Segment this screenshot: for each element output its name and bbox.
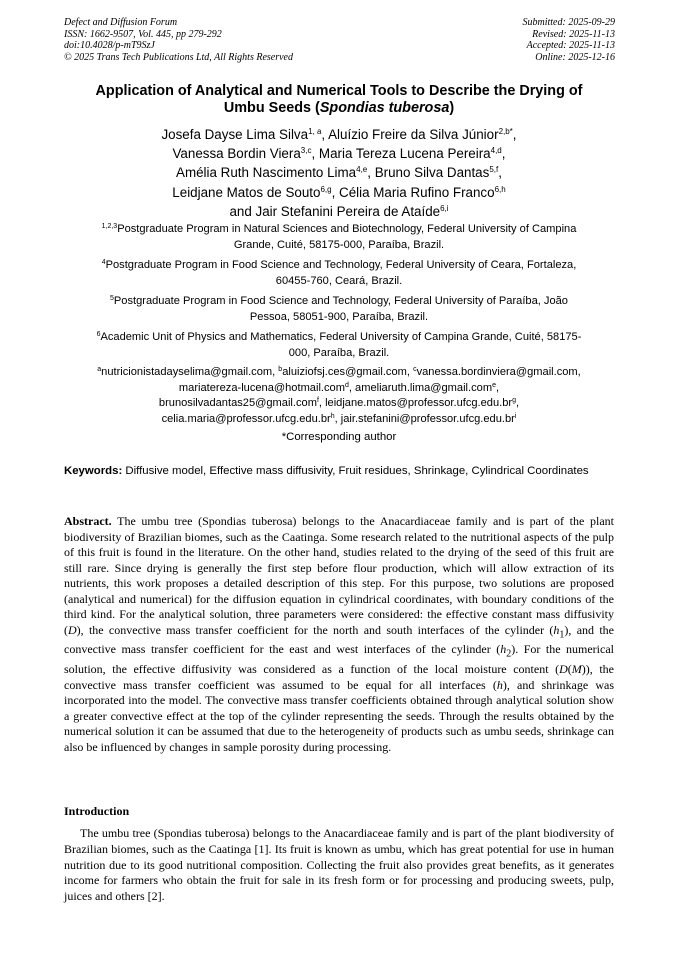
affiliation-line <box>64 222 614 238</box>
author-name: Josefa Dayse Lima Silva <box>161 127 309 142</box>
author-line-4 <box>64 183 614 202</box>
email-line-3 <box>64 396 614 412</box>
email-mark: g <box>512 397 516 405</box>
author-name: Amélia Ruth Nascimento Lima <box>176 165 357 181</box>
author-separator: , <box>512 127 517 142</box>
email-mark: f <box>316 397 319 405</box>
author-name: Célia Maria Rufino Franco <box>339 184 495 200</box>
author-separator: , <box>311 146 319 162</box>
author-affiliation-mark: 4,d <box>490 146 502 156</box>
author-list <box>64 125 614 221</box>
email-separator: , <box>318 397 326 410</box>
email-link[interactable]: aluiziofsj.ces@gmail.com, <box>282 366 414 378</box>
affiliation-text: Postgraduate Program in Food Science and Technology, Federal University of Paraíba, João <box>113 295 568 307</box>
author-conjunction: and <box>229 203 256 219</box>
author-separator: , <box>367 165 375 181</box>
email-mark: i <box>514 412 517 420</box>
email-link[interactable]: celia.maria@professor.ufcg.edu.br <box>161 412 331 425</box>
email-separator: , <box>516 397 520 410</box>
author-line-1 <box>64 125 614 144</box>
abstract-text: ), the convective mass transfer coefficient for the north and south interfaces of the cylinder ( <box>76 622 554 637</box>
corresponding-author-note: *Corresponding author <box>281 431 397 443</box>
date-online: Online: 2025-12-16 <box>535 51 615 63</box>
affiliation-mark: 1,2,3 <box>101 223 118 230</box>
math-symbol: D <box>68 622 77 637</box>
affiliation-4 <box>64 330 614 362</box>
email-separator: , <box>334 412 341 425</box>
author-affiliation-mark: 3,c <box>300 146 312 156</box>
abstract-text: The umbu tree (Spondias tuberosa) belongs to the Anacardiaceae family and is part of the plant biodiversity of Brazilian biomes, such as the Caatinga. Some research related to the nutritional aspects of the pulp of this fruit is found in the literature. On the other hand, studies related to the drying of the seed of this fruit are still rare. Since drying is generally the first step before flour production, which will allow extraction of its nutrients, this work proposes a detailed description of this step. For this purpose, two solutions are proposed (analytical and numerical) for the diffusion equation in cylindrical coordinates, with boundary conditions of the third kind. For the analytical solution, three parameters were considered: the effective constant mass diffusivity ( <box>64 514 614 637</box>
keywords <box>64 463 614 479</box>
email-separator: , <box>495 381 500 394</box>
title-line-2 <box>60 100 618 117</box>
abstract-label: Abstract. <box>64 514 112 528</box>
email-separator: , <box>348 381 356 394</box>
affiliation-mark: 6 <box>96 331 101 338</box>
email-line-4 <box>64 412 614 428</box>
author-name: Maria Tereza Lucena Pereira <box>318 146 491 162</box>
author-separator: , <box>501 146 506 162</box>
email-line-1 <box>64 365 614 381</box>
author-name: Vanessa Bordin Viera <box>172 146 301 162</box>
affiliation-line: 000, Paraíba, Brazil. <box>288 346 390 359</box>
affiliation-line <box>64 258 614 274</box>
abstract <box>64 514 614 755</box>
author-affiliation-mark: 6,i <box>440 203 449 213</box>
affiliation-line: Pessoa, 58051-900, Paraíba, Brazil. <box>249 310 429 323</box>
affiliation-line <box>64 330 614 346</box>
math-symbol: h <box>496 677 503 692</box>
abstract-text: ), and shrinkage was incorporated into the model. The convective mass transfer coefficients obtained through analytical solution show a greater convective effect at the top of the cylinder representing the seeds. Through the results obtained by the numerical solution it can be assumed that due to the heterogeneity of products such as umbu seeds, shrinkage can also be influenced by changes in sample porosity during processing. <box>64 677 615 754</box>
email-link[interactable]: leidjane.matos@professor.ufcg.edu.br <box>325 397 513 410</box>
affiliation-mark: 5 <box>110 295 114 302</box>
section-heading-introduction: Introduction <box>64 804 130 818</box>
affiliation-3 <box>64 294 614 326</box>
author-name: Leidjane Matos de Souto <box>172 184 321 200</box>
title-text: Umbu Seeds ( <box>223 100 320 116</box>
affiliation-2 <box>64 258 614 290</box>
paper-title <box>60 83 618 117</box>
journal-name: Defect and Diffusion Forum <box>64 17 178 28</box>
author-name: Aluízio Freire da Silva Júnior <box>328 127 499 142</box>
author-emails <box>64 365 614 427</box>
abstract-text: ). For the numerical solution, the effective diffusivity was considered as a function of the local moisture content ( <box>64 642 614 677</box>
author-line-2 <box>64 144 614 163</box>
math-symbol: h <box>500 642 507 657</box>
email-link[interactable]: jair.stefanini@professor.ufcg.edu.br <box>340 412 515 425</box>
journal-issn: ISSN: 1662-9507, Vol. 445, pp 279-292 <box>64 28 222 40</box>
affiliation-line <box>64 294 614 310</box>
title-line-1: Application of Analytical and Numerical Tools to Describe the Drying of <box>95 83 583 99</box>
email-mark: e <box>492 381 496 389</box>
email-mark: a <box>97 366 102 373</box>
math-symbol: h <box>553 622 560 637</box>
author-affiliation-mark: 1, a <box>308 127 322 136</box>
author-line-3 <box>64 163 614 182</box>
author-affiliation-mark: 4,e <box>356 165 368 175</box>
journal-doi[interactable]: doi:10.4028/p-mT9SzJ <box>64 40 155 52</box>
email-mark: h <box>330 412 335 420</box>
email-link[interactable]: vanessa.bordinviera@gmail.com, <box>416 366 581 378</box>
author-name: Bruno Silva Dantas <box>374 165 490 181</box>
affiliation-1 <box>64 222 614 254</box>
author-affiliation-mark: 6,g <box>320 184 332 194</box>
journal-header-left <box>64 17 293 63</box>
math-symbol: M <box>571 662 582 677</box>
abstract-text: ), the convective mass transfer coefficient was assumed to be equal for all interfaces ( <box>64 662 614 692</box>
date-revised: Revised: 2025-11-13 <box>532 28 615 40</box>
journal-copyright: © 2025 Trans Tech Publications Ltd, All Rights Reserved <box>64 51 293 63</box>
author-line-5 <box>64 202 614 221</box>
email-link[interactable]: nutricionistadayselima@gmail.com, <box>101 366 279 378</box>
affiliation-mark: 4 <box>101 259 106 266</box>
email-link[interactable]: ameliaruth.lima@gmail.com <box>355 381 493 394</box>
affiliation-text: Postgraduate Program in Natural Sciences and Biotechnology, Federal University of Campina <box>117 223 577 235</box>
author-affiliation-mark: 2,b* <box>498 127 513 136</box>
abstract-paragraph: Abstract. The umbu tree (Spondias tuberosa) belongs to the Anacardiaceae family and is part of the plant biodiversity of Brazilian biomes, such as the Caatinga. Some research related to the nutritional aspects of the pulp of this fruit is found in the literature. On the other hand, studies related to the drying of the seed of this fruit are still rare. Since drying is generally the first step before flour production, which will allow extraction of its nutrients, this work proposes a detailed description of this step. For this purpose, two solutions are proposed (analytical and numerical) for the diffusion equation in cylindrical coordinates, with boundary conditions of the third kind. For the analytical solution, three parameters were considered: the effective constant mass diffusivity (D), the convective mass transfer coefficient for the north and south interfaces of the cylinder $(h_1)$, and the convective mass transfer coefficient for the east and west interfaces of the cylinder $(h_2)$. For the numerical solution, the effective diffusivity was considered as a function of the local moisture content (D(M)), the convective mass transfer coefficient was assumed to be equal for all interfaces (h), and shrinkage was incorporated into the model. The convective mass transfer coefficients obtained through analytical solution show a greater convective effect at the top of the cylinder representing the seeds. Through the results obtained by the numerical solution it can be assumed that due to the heterogeneity of products such as umbu seeds, shrinkage can also be influenced by changes in sample porosity during processing. <box>64 514 615 754</box>
author-affiliation-mark: 5,f <box>489 165 499 175</box>
author-separator: , <box>498 165 502 181</box>
keywords-text: Diffusive model, Effective mass diffusivity, Fruit residues, Shrinkage, Cylindrical Coordinates <box>122 465 589 477</box>
math-symbol: D <box>559 662 568 677</box>
date-accepted: Accepted: 2025-11-13 <box>526 40 615 52</box>
author-separator: , <box>331 184 340 200</box>
email-link[interactable]: brunosilvadantas25@gmail.com <box>158 397 317 410</box>
affiliation-line: Grande, Cuité, 58175-000, Paraíba, Brazil. <box>233 238 445 251</box>
email-link[interactable]: mariatereza-lucena@hotmail.com <box>178 381 345 394</box>
introduction-paragraph: The umbu tree (Spondias tuberosa) belongs to the Anacardiaceae family and is part of the plant biodiversity of Brazilian biomes, such as the Caatinga [1]. Its fruit is known as umbu, which has great potential for use in human nutrition due to its good nutritional composition. Collecting the fruit also provides great benefits, as it generates income for farmers who obtain the fruit for sale in its fresh form or for processing and producing sweets, pulp, juices and others [2]. <box>64 826 614 904</box>
author-name: Jair Stefanini Pereira de Ataíde <box>255 203 441 219</box>
math-subscript: 2 <box>506 648 512 660</box>
email-mark: c <box>413 366 417 373</box>
title-text-end: ) <box>449 100 455 116</box>
affiliation-text: Academic Unit of Physics and Mathematics, Federal University of Campina Grande, Cuité, 58175- <box>100 331 582 343</box>
title-species: Spondias tuberosa <box>319 100 450 116</box>
date-submitted: Submitted: 2025-09-29 <box>522 17 615 28</box>
abstract-text: ), and the convective mass transfer coefficient for the east and west interfaces of the cylinder ( <box>64 622 614 657</box>
math-subscript: 1 <box>559 628 565 640</box>
author-affiliation-mark: 6,h <box>494 184 506 194</box>
keywords-label: Keywords: <box>64 465 123 477</box>
journal-header-right <box>523 17 616 63</box>
email-line-2 <box>64 381 614 397</box>
email-mark: b <box>278 366 283 373</box>
author-separator: , <box>321 127 329 142</box>
affiliation-text: Postgraduate Program in Food Science and Technology, Federal University of Ceara, Fortaleza, <box>105 259 577 271</box>
affiliation-line: 60455-760, Ceará, Brazil. <box>275 274 403 287</box>
email-mark: d <box>344 381 349 389</box>
